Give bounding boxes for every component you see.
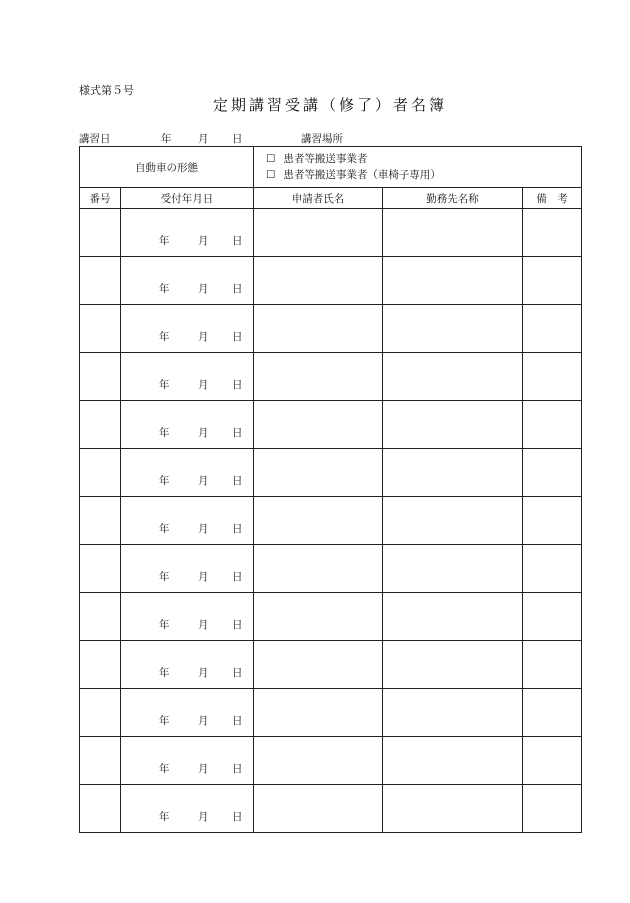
month-unit: 月 bbox=[198, 427, 209, 439]
course-day-unit: 日 bbox=[232, 133, 243, 145]
remarks-cell[interactable] bbox=[523, 737, 582, 785]
venue-label: 講習場所 bbox=[301, 133, 343, 145]
remarks-cell[interactable] bbox=[523, 785, 582, 833]
workplace-cell[interactable] bbox=[383, 449, 523, 497]
number-cell[interactable] bbox=[80, 401, 121, 449]
vehicle-type-label: 自動車の形態 bbox=[80, 147, 254, 188]
table-row bbox=[80, 209, 582, 257]
year-unit: 年 bbox=[159, 427, 170, 439]
applicant-name-cell[interactable] bbox=[254, 353, 383, 401]
vehicle-option-label: 患者等搬送事業者（車椅子専用） bbox=[283, 169, 441, 181]
number-cell[interactable] bbox=[80, 257, 121, 305]
day-unit: 日 bbox=[232, 523, 243, 535]
header-row bbox=[80, 188, 582, 209]
table-row bbox=[80, 257, 582, 305]
received-date-cell[interactable] bbox=[121, 497, 254, 545]
day-unit: 日 bbox=[232, 811, 243, 823]
vehicle-option-ambulance[interactable] bbox=[266, 151, 581, 167]
remarks-cell[interactable] bbox=[523, 257, 582, 305]
received-date-cell[interactable] bbox=[121, 257, 254, 305]
year-unit: 年 bbox=[159, 331, 170, 343]
remarks-cell[interactable] bbox=[523, 305, 582, 353]
workplace-cell[interactable] bbox=[383, 689, 523, 737]
number-cell[interactable] bbox=[80, 449, 121, 497]
applicant-name-cell[interactable] bbox=[254, 209, 383, 257]
received-date-cell[interactable] bbox=[121, 785, 254, 833]
year-unit: 年 bbox=[159, 811, 170, 823]
day-unit: 日 bbox=[232, 571, 243, 583]
remarks-cell[interactable] bbox=[523, 209, 582, 257]
received-date-cell[interactable] bbox=[121, 737, 254, 785]
workplace-cell[interactable] bbox=[383, 353, 523, 401]
month-unit: 月 bbox=[198, 811, 209, 823]
received-date-cell[interactable] bbox=[121, 593, 254, 641]
year-unit: 年 bbox=[159, 619, 170, 631]
vehicle-type-options bbox=[254, 147, 582, 188]
received-date-cell[interactable] bbox=[121, 209, 254, 257]
applicant-name-cell[interactable] bbox=[254, 785, 383, 833]
year-unit: 年 bbox=[159, 715, 170, 727]
applicant-name-cell[interactable] bbox=[254, 449, 383, 497]
year-unit: 年 bbox=[159, 523, 170, 535]
day-unit: 日 bbox=[232, 379, 243, 391]
remarks-cell[interactable] bbox=[523, 641, 582, 689]
remarks-cell[interactable] bbox=[523, 545, 582, 593]
table-row bbox=[80, 401, 582, 449]
month-unit: 月 bbox=[198, 571, 209, 583]
table-row bbox=[80, 641, 582, 689]
applicant-name-cell[interactable] bbox=[254, 257, 383, 305]
workplace-cell[interactable] bbox=[383, 545, 523, 593]
month-unit: 月 bbox=[198, 331, 209, 343]
number-cell[interactable] bbox=[80, 593, 121, 641]
applicant-name-cell[interactable] bbox=[254, 305, 383, 353]
header-received-date: 受付年月日 bbox=[121, 188, 254, 209]
table-row bbox=[80, 497, 582, 545]
remarks-cell[interactable] bbox=[523, 593, 582, 641]
table-row bbox=[80, 785, 582, 833]
number-cell[interactable] bbox=[80, 305, 121, 353]
workplace-cell[interactable] bbox=[383, 497, 523, 545]
year-unit: 年 bbox=[159, 667, 170, 679]
applicant-name-cell[interactable] bbox=[254, 401, 383, 449]
applicant-name-cell[interactable] bbox=[254, 593, 383, 641]
remarks-cell[interactable] bbox=[523, 353, 582, 401]
applicant-name-cell[interactable] bbox=[254, 737, 383, 785]
course-meta bbox=[79, 131, 579, 145]
vehicle-type-row bbox=[80, 147, 582, 188]
number-cell[interactable] bbox=[80, 545, 121, 593]
header-applicant-name: 申請者氏名 bbox=[254, 188, 383, 209]
remarks-cell[interactable] bbox=[523, 401, 582, 449]
workplace-cell[interactable] bbox=[383, 257, 523, 305]
month-unit: 月 bbox=[198, 763, 209, 775]
table-row bbox=[80, 593, 582, 641]
remarks-cell[interactable] bbox=[523, 689, 582, 737]
day-unit: 日 bbox=[232, 331, 243, 343]
applicant-name-cell[interactable] bbox=[254, 689, 383, 737]
month-unit: 月 bbox=[198, 235, 209, 247]
number-cell[interactable] bbox=[80, 209, 121, 257]
course-date-label: 講習日 bbox=[79, 133, 111, 145]
workplace-cell[interactable] bbox=[383, 401, 523, 449]
workplace-cell[interactable] bbox=[383, 737, 523, 785]
month-unit: 月 bbox=[198, 619, 209, 631]
workplace-cell[interactable] bbox=[383, 209, 523, 257]
day-unit: 日 bbox=[232, 667, 243, 679]
received-date-cell[interactable] bbox=[121, 545, 254, 593]
received-date-cell[interactable] bbox=[121, 353, 254, 401]
year-unit: 年 bbox=[159, 571, 170, 583]
header-number: 番号 bbox=[80, 188, 121, 209]
checkbox-icon[interactable]: ☐ bbox=[266, 153, 276, 165]
course-month-unit: 月 bbox=[198, 133, 209, 145]
page-title: 定期講習受講（修了）者名簿 bbox=[212, 96, 447, 114]
vehicle-option-wheelchair[interactable] bbox=[266, 167, 581, 183]
table-row bbox=[80, 353, 582, 401]
number-cell[interactable] bbox=[80, 737, 121, 785]
remarks-cell[interactable] bbox=[523, 497, 582, 545]
workplace-cell[interactable] bbox=[383, 305, 523, 353]
number-cell[interactable] bbox=[80, 353, 121, 401]
roster-table bbox=[79, 146, 582, 833]
form-number: 様式第５号 bbox=[79, 84, 134, 97]
day-unit: 日 bbox=[232, 763, 243, 775]
day-unit: 日 bbox=[232, 427, 243, 439]
year-unit: 年 bbox=[159, 235, 170, 247]
month-unit: 月 bbox=[198, 715, 209, 727]
table-row bbox=[80, 737, 582, 785]
workplace-cell[interactable] bbox=[383, 785, 523, 833]
table-row bbox=[80, 689, 582, 737]
year-unit: 年 bbox=[159, 283, 170, 295]
table-row bbox=[80, 305, 582, 353]
number-cell[interactable] bbox=[80, 689, 121, 737]
number-cell[interactable] bbox=[80, 497, 121, 545]
header-remarks: 備 考 bbox=[523, 188, 582, 209]
day-unit: 日 bbox=[232, 235, 243, 247]
received-date-cell[interactable] bbox=[121, 449, 254, 497]
month-unit: 月 bbox=[198, 667, 209, 679]
month-unit: 月 bbox=[198, 379, 209, 391]
day-unit: 日 bbox=[232, 475, 243, 487]
number-cell[interactable] bbox=[80, 785, 121, 833]
received-date-cell[interactable] bbox=[121, 689, 254, 737]
remarks-cell[interactable] bbox=[523, 449, 582, 497]
year-unit: 年 bbox=[159, 763, 170, 775]
number-cell[interactable] bbox=[80, 641, 121, 689]
applicant-name-cell[interactable] bbox=[254, 641, 383, 689]
year-unit: 年 bbox=[159, 475, 170, 487]
applicant-name-cell[interactable] bbox=[254, 545, 383, 593]
day-unit: 日 bbox=[232, 283, 243, 295]
received-date-cell[interactable] bbox=[121, 641, 254, 689]
vehicle-option-label: 患者等搬送事業者 bbox=[283, 153, 368, 165]
table-row bbox=[80, 449, 582, 497]
day-unit: 日 bbox=[232, 619, 243, 631]
day-unit: 日 bbox=[232, 715, 243, 727]
received-date-cell[interactable] bbox=[121, 305, 254, 353]
checkbox-icon[interactable]: ☐ bbox=[266, 169, 276, 181]
received-date-cell[interactable] bbox=[121, 401, 254, 449]
table-row bbox=[80, 545, 582, 593]
month-unit: 月 bbox=[198, 283, 209, 295]
workplace-cell[interactable] bbox=[383, 593, 523, 641]
month-unit: 月 bbox=[198, 523, 209, 535]
workplace-cell[interactable] bbox=[383, 641, 523, 689]
year-unit: 年 bbox=[159, 379, 170, 391]
header-workplace: 勤務先名称 bbox=[383, 188, 523, 209]
applicant-name-cell[interactable] bbox=[254, 497, 383, 545]
course-year-unit: 年 bbox=[161, 133, 172, 145]
month-unit: 月 bbox=[198, 475, 209, 487]
